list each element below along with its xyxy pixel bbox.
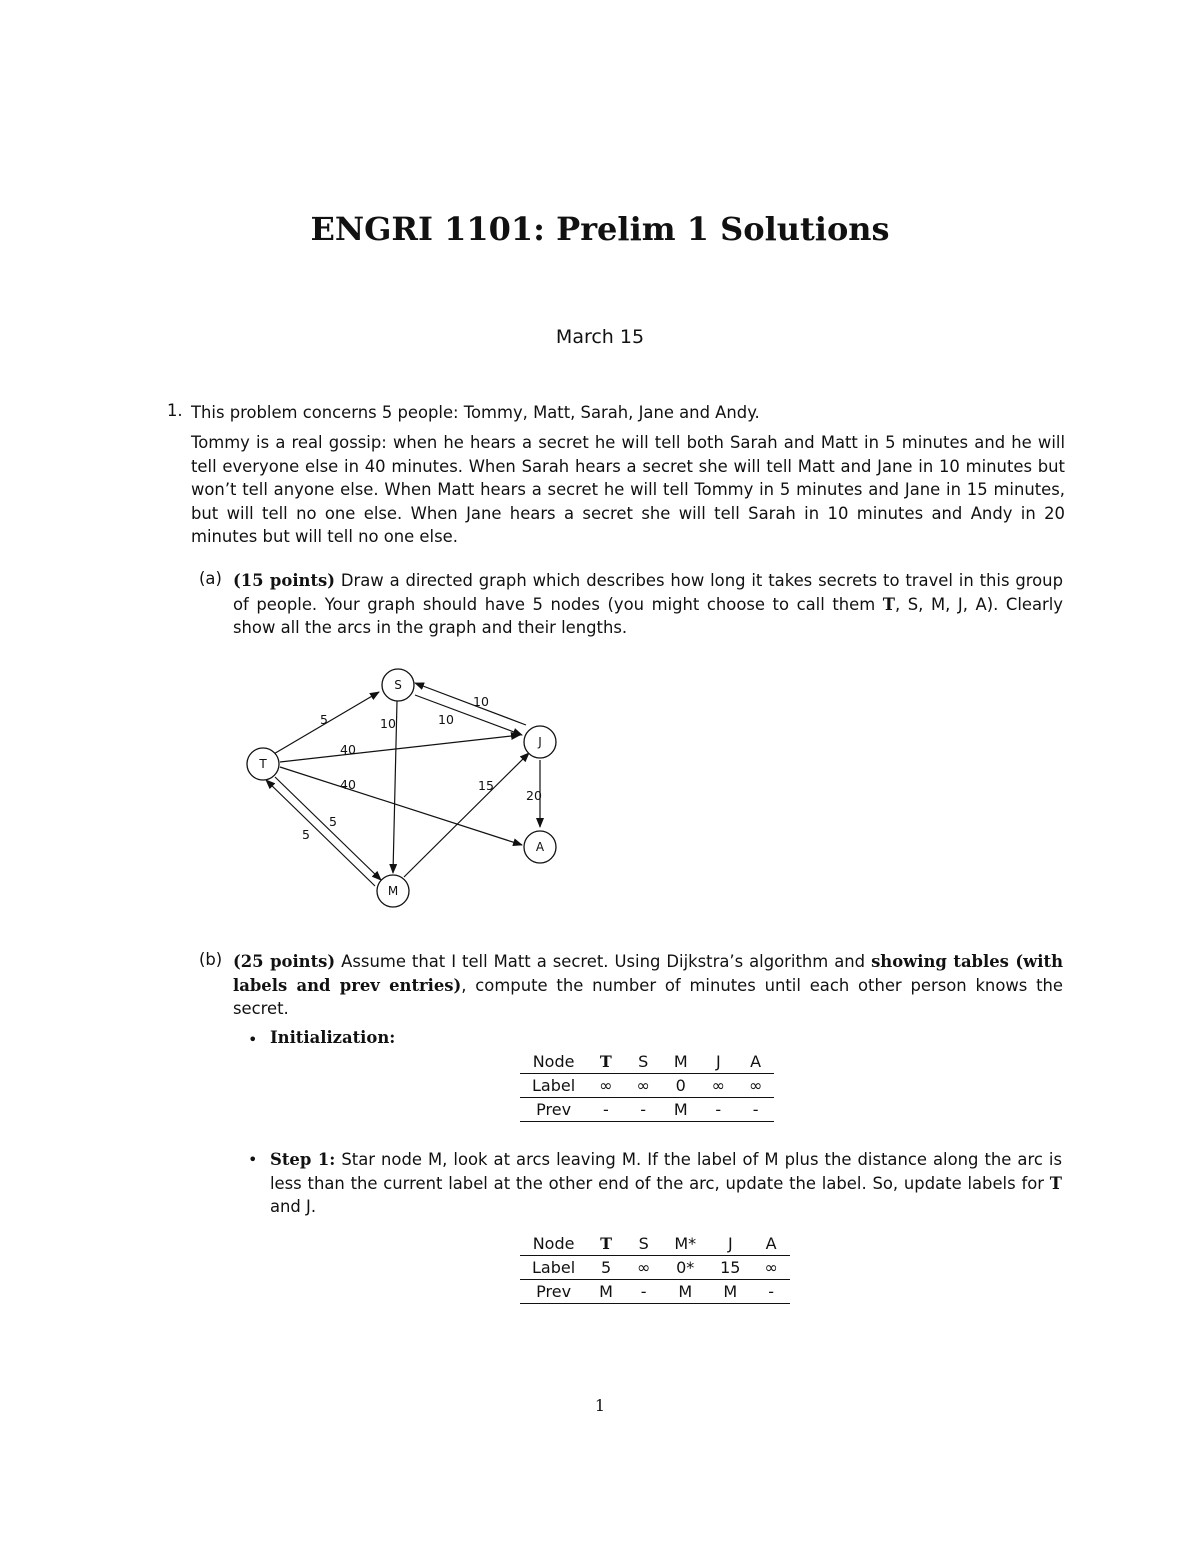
edge-m-t [266,780,375,886]
edge-t-j [280,735,520,762]
gossip-directed-graph [230,655,590,915]
table-cell: 15 [708,1256,752,1280]
table-cell: J [708,1232,752,1256]
part-b-bold-2: showing tables (with labels and prev entries) [233,952,1063,995]
table-cell: M* [662,1232,708,1256]
table-cell: T [587,1232,625,1256]
initialization-bullet: • [248,1030,258,1049]
part-a-label: (a) [199,569,222,588]
part-a-text-2: , S, M, J, A). Clearly show all the arcs in the graph and their lengths. [233,594,1063,638]
table-cell: M [708,1280,752,1304]
step1-bullet: • [248,1150,258,1169]
problem-story: Tommy is a real gossip: when he hears a secret he will tell both Sarah and Matt in 5 minutes and he will tell everyone else in 40 minutes. When Sarah hears a secret she will tell Matt and Jane in 10 minutes but won’t tell anyone else. When Matt hears a secret he will tell Tommy in 5 minutes and Jane in 15 minutes, but will tell no one else. When Jane hears a secret she will tell Sarah in 10 minutes and Andy in 20 minutes but will tell no one else. [191,433,1065,547]
table-cell: J [700,1050,737,1074]
table-cell: A [737,1050,774,1074]
step1-heading: Step 1: [270,1150,336,1169]
problem-intro: This problem concerns 5 people: Tommy, Matt, Sarah, Jane and Andy. [191,403,760,422]
table-cell: - [587,1098,624,1122]
table-row-label [520,1074,774,1098]
table-cell: S [625,1050,662,1074]
table-row-header [520,1050,774,1074]
document-date: March 15 [555,326,645,348]
table-cell: ∞ [625,1256,662,1280]
table-cell: Label [520,1074,587,1098]
node-label-s: S [394,678,402,692]
edge-label-j-s: 10 [473,694,489,709]
edge-label-j-a: 20 [526,788,542,803]
table-cell: Prev [520,1280,587,1304]
table-cell: Label [520,1256,587,1280]
edge-label-s-j: 10 [438,712,454,727]
edge-m-j [404,753,529,877]
table-cell: ∞ [752,1256,789,1280]
part-b-text-1: Assume that I tell Matt a secret. Using Dijkstra’s algorithm and [335,952,872,971]
part-b-text-2: , compute the number of minutes until each other person knows the secret. [233,975,1063,1019]
table-cell: - [625,1280,662,1304]
table-cell: Node [520,1232,587,1256]
node-label-a: A [535,840,545,854]
part-b-label: (b) [199,950,223,969]
table-cell: ∞ [700,1074,737,1098]
dijkstra-table-step1 [520,1232,790,1304]
edge-label-m-j: 15 [478,778,494,793]
table-cell: - [700,1098,737,1122]
step1-text-2: and J. [270,1197,317,1217]
edge-label-t-s: 5 [320,712,328,727]
dijkstra-table-initialization [520,1050,774,1122]
edge-j-s [415,683,526,725]
table-row-header [520,1232,790,1256]
node-label-j: J [538,735,542,749]
node-label-m: M [387,884,399,898]
table-cell: M [662,1098,700,1122]
problem-number: 1. [167,401,183,420]
part-a-points: (15 points) [233,571,336,590]
table-cell: Node [520,1050,587,1074]
step1-text [270,1148,1062,1219]
edge-label-t-m: 5 [329,814,337,829]
table-cell: - [625,1098,662,1122]
table-cell: M [587,1280,625,1304]
table-cell: 5 [587,1256,625,1280]
table-cell: 0* [662,1256,708,1280]
node-label-t: T [259,757,267,771]
part-a-text-1: Draw a directed graph which describes how long it takes secrets to travel in this group of people. Your graph should have 5 nodes (you might choose to call them [233,571,1063,614]
table-cell: - [737,1098,774,1122]
edge-label-m-t: 5 [302,827,310,842]
edge-t-m [275,777,381,880]
initialization-heading: Initialization: [270,1028,396,1047]
table-cell: ∞ [737,1074,774,1098]
part-a-text [233,569,1063,640]
edge-label-t-j: 40 [340,742,356,757]
step1-text-1: Star node M, look at arcs leaving M. If the label of M plus the distance along the arc is less than the current label at the other end of the arc, update the label. So, update labels for [270,1150,1062,1193]
page-title: ENGRI 1101: Prelim 1 Solutions [310,210,890,248]
table-cell: M [662,1280,708,1304]
edge-label-t-a: 40 [340,777,356,792]
table-cell: M [662,1050,700,1074]
table-cell: T [587,1050,624,1074]
table-row-prev [520,1280,790,1304]
table-cell: - [752,1280,789,1304]
table-cell: 0 [662,1074,700,1098]
edge-label-s-m: 10 [380,716,396,731]
part-a-t-bold: T [882,594,895,614]
table-cell: A [752,1232,789,1256]
page-number: 1 [594,1396,606,1415]
table-cell: ∞ [587,1074,624,1098]
table-row-prev [520,1098,774,1122]
table-row-label [520,1256,790,1280]
table-cell: Prev [520,1098,587,1122]
part-b-text [233,950,1063,1021]
table-cell: S [625,1232,662,1256]
table-cell: ∞ [625,1074,662,1098]
edge-s-j [415,695,522,735]
part-b-points: (25 points) [233,952,336,971]
step1-t-bold: T [1049,1173,1062,1193]
